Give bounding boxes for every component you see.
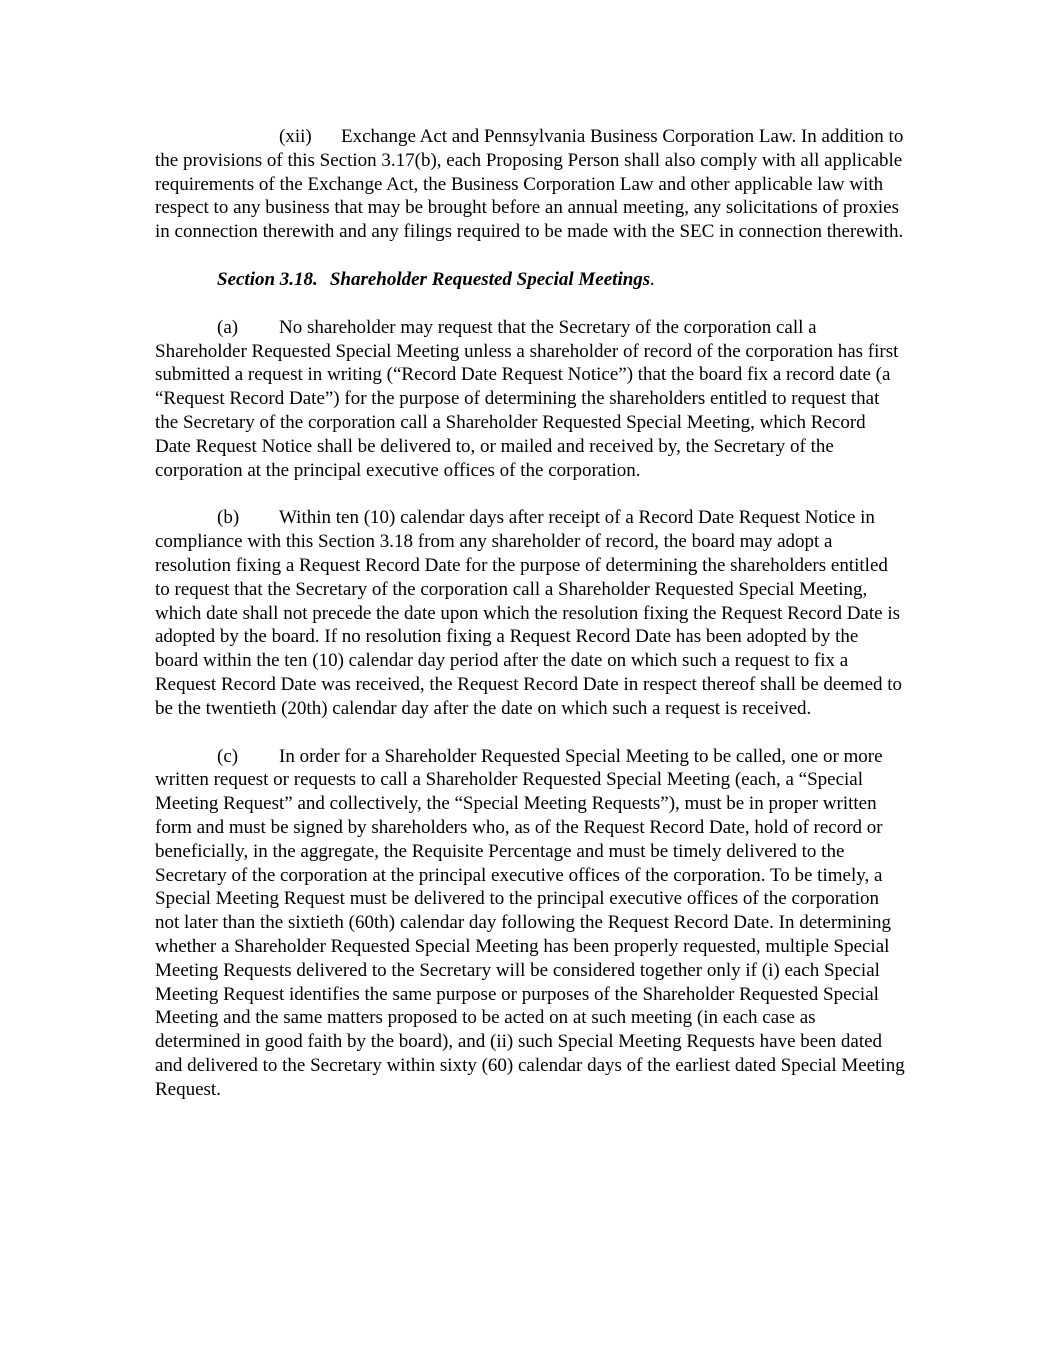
paragraph-marker: (xii) xyxy=(279,126,312,147)
section-heading xyxy=(155,268,905,292)
paragraph-b xyxy=(155,506,905,720)
section-number: Section 3.18. xyxy=(217,268,318,290)
document-page xyxy=(155,125,905,1101)
paragraph-c xyxy=(155,745,905,1102)
paragraph-text: Within ten (10) calendar days after receipt of a Record Date Request Notice in compliance with this Section 3.18 from any shareholder of record, the board may adopt a resolution fixing a Request Record Date for the purpose of determining the shareholders entitled to request that the Secretary of the corporation call a Shareholder Requested Special Meeting, which date shall not precede the date upon which the resolution fixing the Request Record Date is adopted by the board. If no resolution fixing a Request Record Date has been adopted by the board within the ten (10) calendar day period after the date on which such a request to fix a Request Record Date was received, the Request Record Date in respect thereof shall be deemed to be the twentieth (20th) calendar day after the date on which such a request is received. xyxy=(155,507,903,719)
section-title-period: . xyxy=(650,268,655,290)
paragraph-text: No shareholder may request that the Secretary of the corporation call a Shareholder Requested Special Meeting unless a shareholder of record of the corporation has first submitted a request in writing (“Record Date Request Notice”) that the board fix a record date (a “Request Record Date”) for the purpose of determining the shareholders entitled to request that the Secretary of the corporation call a Shareholder Requested Special Meeting, which Record Date Request Notice shall be delivered to, or mailed and received by, the Secretary of the corporation at the principal executive offices of the corporation. xyxy=(155,316,899,481)
paragraph-marker: (a) xyxy=(217,316,239,338)
paragraph-text: In order for a Shareholder Requested Special Meeting to be called, one or more written request or requests to call a Shareholder Requested Special Meeting (each, a “Special Meeting Request” and collectively, the “Special Meeting Requests”), must be in proper written form and must be signed by shareholders who, as of the Request Record Date, hold of record or beneficially, in the aggregate, the Requisite Percentage and must be timely delivered to the Secretary of the corporation at the principal executive offices of the corporation. To be timely, a Special Meeting Request must be delivered to the principal executive offices of the corporation not later than the sixtieth (60th) calendar day following the Request Record Date. In determining whether a Shareholder Requested Special Meeting has been properly requested, multiple Special Meeting Requests delivered to the Secretary will be considered together only if (i) each Special Meeting Request identifies the same purpose or purposes of the Shareholder Requested Special Meeting and the same matters proposed to be acted on at such meeting (in each case as determined in good faith by the board), and (ii) such Special Meeting Requests have been dated and delivered to the Secretary within sixty (60) calendar days of the earliest dated Special Meeting Request. xyxy=(155,745,905,1100)
paragraph-marker: (b) xyxy=(217,507,240,529)
paragraph-marker: (c) xyxy=(217,745,239,767)
paragraph-text: Exchange Act and Pennsylvania Business Corporation Law. In addition to the provisions of this Section 3.17(b), each Proposing Person shall also comply with all applicable requirements of the Exchange Act, the Business Corporation Law and other applicable law with respect to any business that may be brought before an annual meeting, any solicitations of proxies in connection therewith and any filings required to be made with the SEC in connection therewith. xyxy=(155,126,904,243)
paragraph-a xyxy=(155,316,905,483)
section-title: Shareholder Requested Special Meetings xyxy=(329,268,651,290)
paragraph-xii xyxy=(155,125,905,244)
